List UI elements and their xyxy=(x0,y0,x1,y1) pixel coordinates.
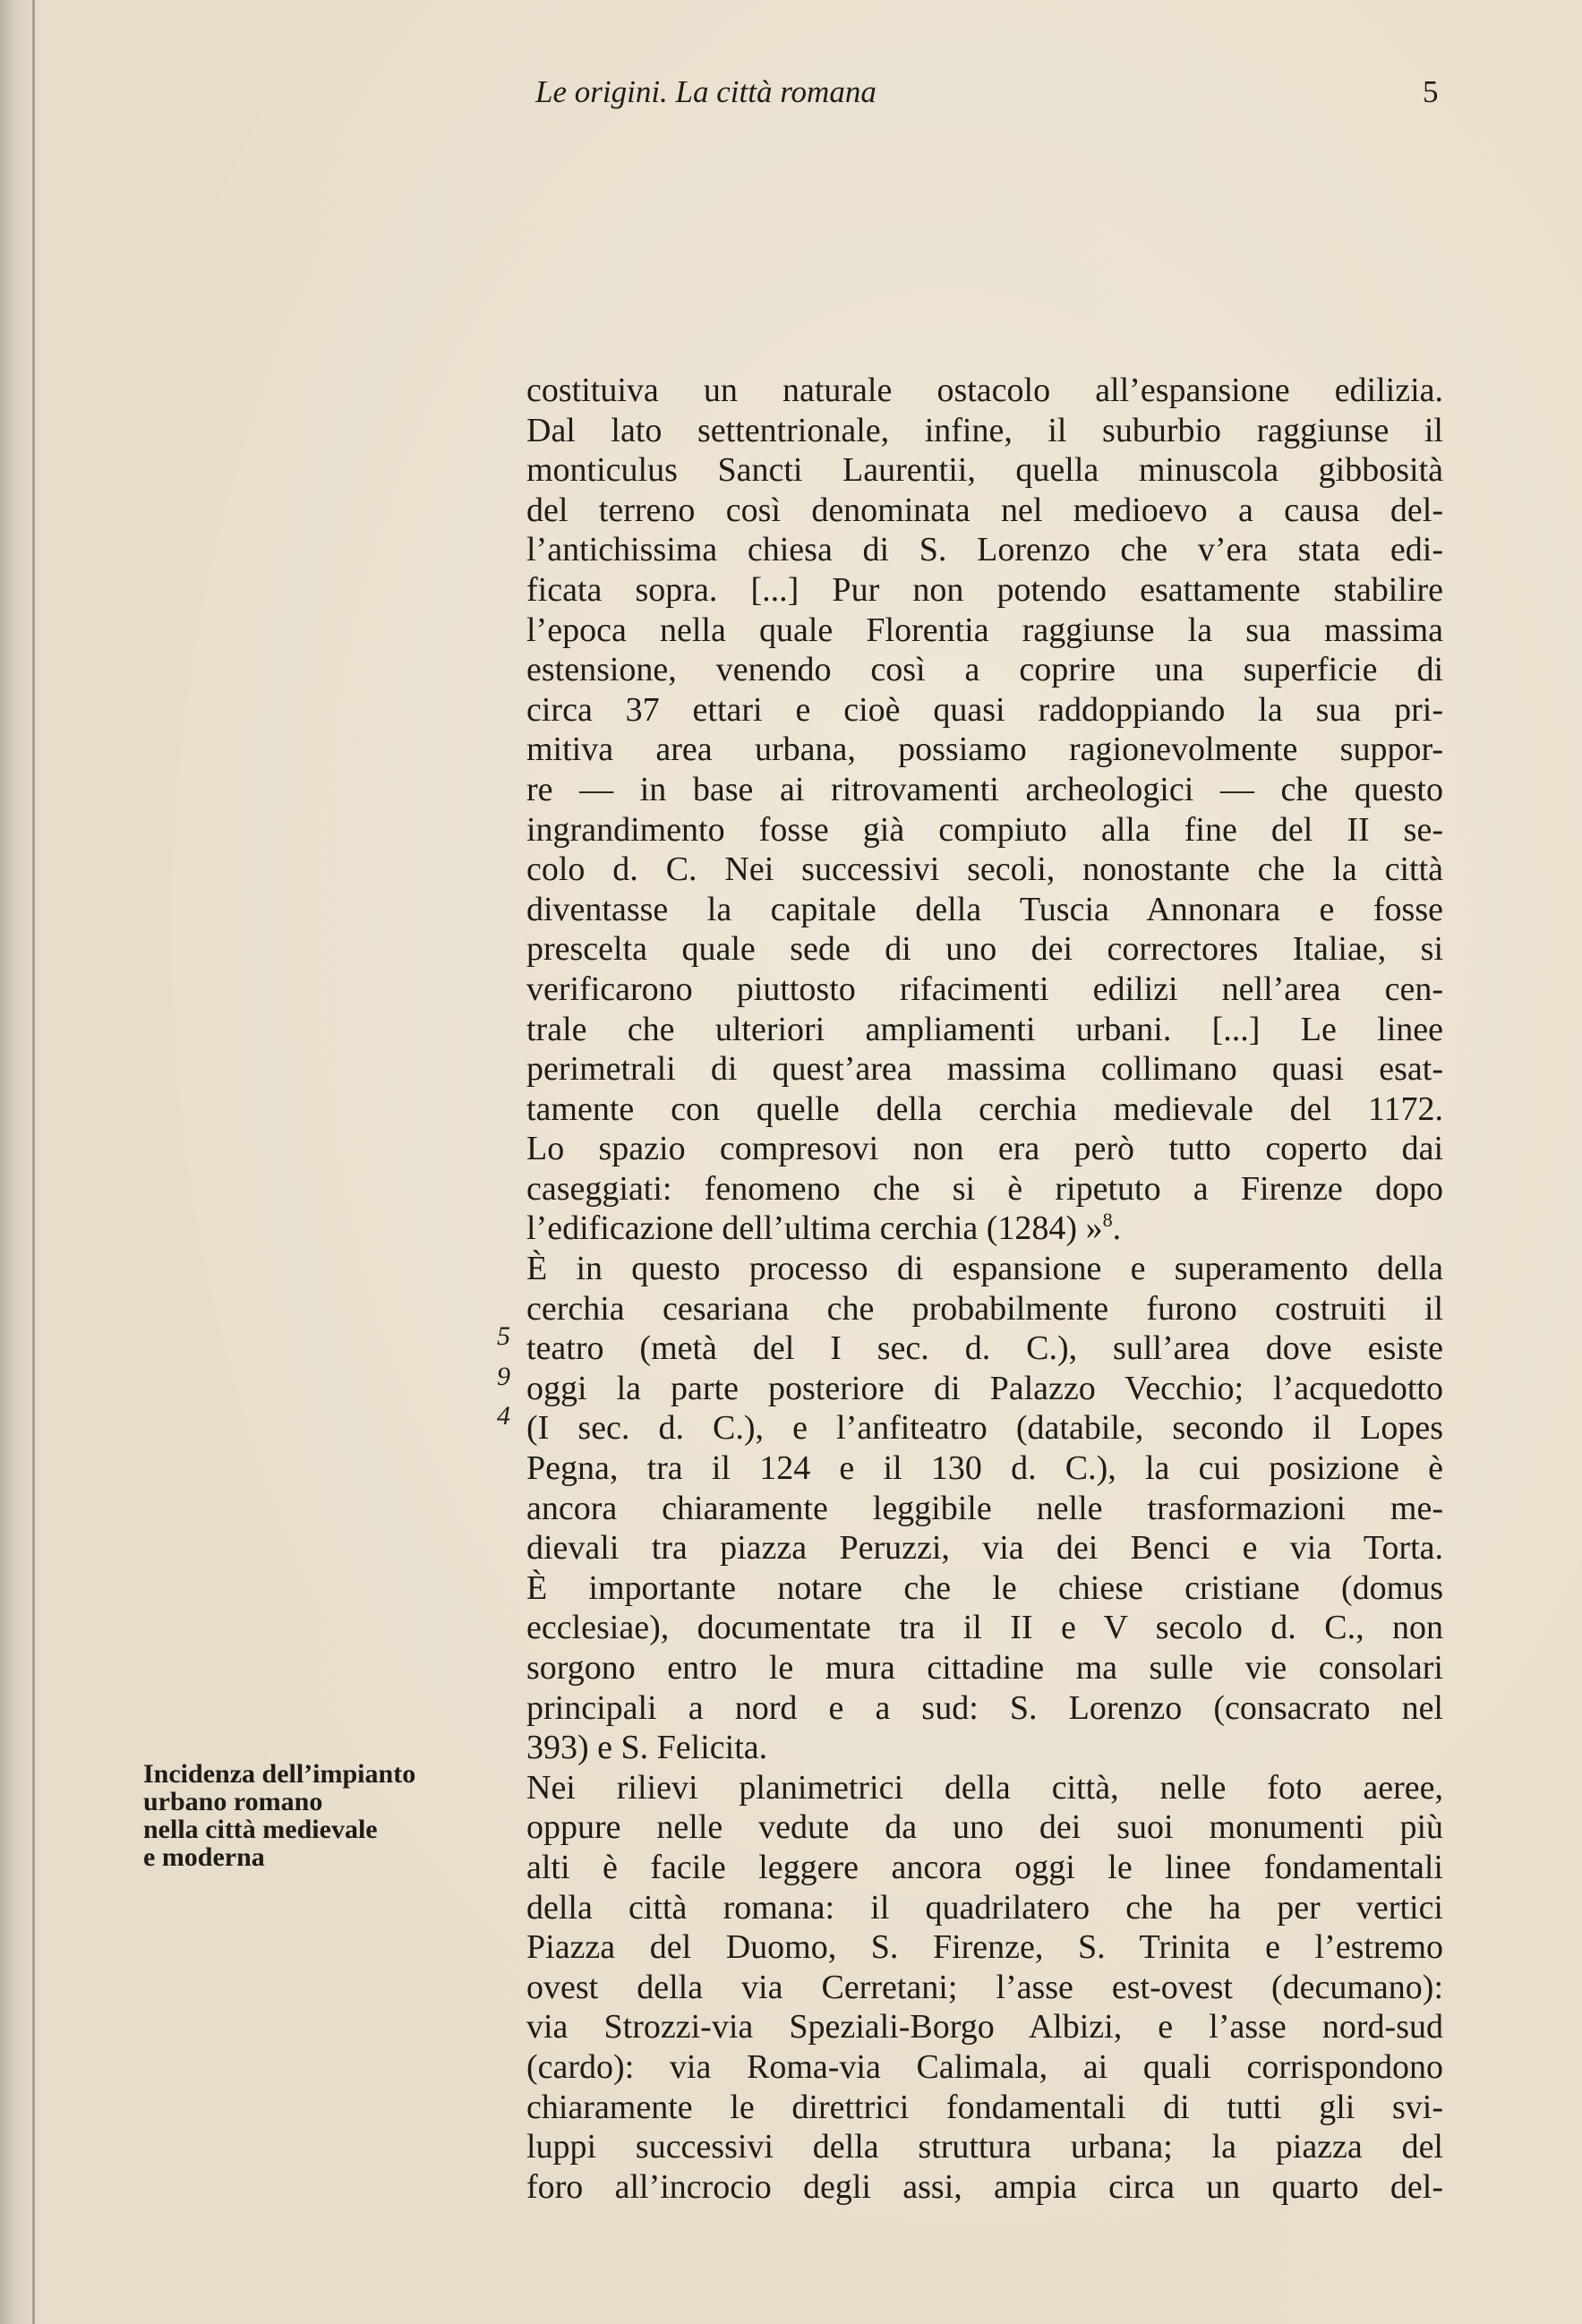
text-line: ingrandimento fosse già compiuto alla fine del II se- xyxy=(526,810,1443,849)
text-line: Piazza del Duomo, S. Firenze, S. Trinita e l’estremo xyxy=(526,1928,1443,1967)
text-line: colo d. C. Nei successivi secoli, nonostante che la città xyxy=(526,850,1443,889)
text-line: Nei rilievi planimetrici della città, nelle foto aeree, xyxy=(526,1768,1443,1807)
text-line-content: l’edificazione dell’ultima cerchia (1284) » xyxy=(526,1209,1103,1248)
text-line: 393) e S. Felicita. xyxy=(526,1729,768,1767)
text-line: ancora chiaramente leggibile nelle trasformazioni me- xyxy=(526,1489,1443,1527)
marginal-heading-line: nella città medievale xyxy=(143,1815,378,1844)
text-line: dievali tra piazza Peruzzi, via dei Benci e via Torta. xyxy=(526,1529,1443,1568)
text-line: Lo spazio compresovi non era però tutto coperto dai xyxy=(526,1130,1443,1168)
page-header xyxy=(0,72,1582,125)
text-line: (I sec. d. C.), e l’anfiteatro (databile, secondo il Lopes xyxy=(526,1409,1443,1448)
text-line: tamente con quelle della cerchia medievale del 1172. xyxy=(526,1089,1443,1128)
text-line: mitiva area urbana, possiamo ragionevolmente suppor- xyxy=(526,731,1443,769)
text-line: ovest della via Cerretani; l’asse est-ovest (decumano): xyxy=(526,1968,1443,2006)
marginal-heading-line: Incidenza dell’impianto xyxy=(143,1759,416,1789)
text-line: oggi la parte posteriore di Palazzo Vecchio; l’acquedotto xyxy=(526,1369,1443,1407)
text-line: Pegna, tra il 124 e il 130 d. C.), la cui posizione è xyxy=(526,1449,1443,1488)
page-number: 5 xyxy=(1423,74,1439,109)
text-line: oppure nelle vedute da uno dei suoi monumenti più xyxy=(526,1808,1443,1847)
text-line: della città romana: il quadrilatero che ha per vertici xyxy=(526,1888,1443,1927)
text-line: ficata sopra. [...] Pur non potendo esattamente stabilire xyxy=(526,570,1443,609)
marginal-number: 5 xyxy=(497,1321,510,1351)
footnote-punctuation: . xyxy=(1112,1209,1122,1248)
text-line: re — in base ai ritrovamenti archeologici — che questo xyxy=(526,770,1443,808)
text-line: trale che ulteriori ampliamenti urbani. [...] Le linee xyxy=(526,1010,1443,1048)
text-line: teatro (metà del I sec. d. C.), sull’area dove esiste xyxy=(526,1329,1443,1368)
text-line: diventasse la capitale della Tuscia Annonara e fosse xyxy=(526,890,1443,928)
running-head: Le origini. La città romana xyxy=(535,74,877,109)
marginal-heading xyxy=(143,1760,492,1871)
page-gutter-shadow xyxy=(32,0,35,2324)
text-line: (cardo): via Roma-via Calimala, ai quali corrispondono xyxy=(526,2047,1443,2086)
text-line: alti è facile leggere ancora oggi le linee fondamentali xyxy=(526,1848,1443,1886)
text-line: caseggiati: fenomeno che si è ripetuto a Firenze dopo xyxy=(526,1169,1443,1208)
text-line: costituiva un naturale ostacolo all’espansione edilizia. xyxy=(526,372,1443,409)
text-line: prescelta quale sede di uno dei correctores Italiae, si xyxy=(526,930,1443,969)
text-line: monticulus Sancti Laurentii, quella minuscola gibbosità xyxy=(526,451,1443,490)
marginal-number: 9 xyxy=(497,1361,510,1391)
text-line: estensione, venendo così a coprire una superficie di xyxy=(526,651,1443,689)
text-line: via Strozzi-via Speziali-Borgo Albizi, e l’asse nord-sud xyxy=(526,2008,1443,2046)
text-line: principali a nord e a sud: S. Lorenzo (consacrato nel xyxy=(526,1688,1443,1727)
text-line: circa 37 ettari e cioè quasi raddoppiando la sua pri- xyxy=(526,690,1443,729)
text-line: del terreno così denominata nel medioevo a causa del- xyxy=(526,491,1443,529)
text-line-with-footnote xyxy=(526,1209,1443,1249)
marginal-heading-line: urbano romano xyxy=(143,1787,323,1816)
text-line: foro all’incrocio degli assi, ampia circa un quarto del- xyxy=(526,2167,1443,2206)
marginal-number: 4 xyxy=(497,1401,510,1431)
text-line: sorgono entro le mura cittadine ma sulle vie consolari xyxy=(526,1649,1443,1687)
text-line: luppi successivi della struttura urbana; la piazza del xyxy=(526,2128,1443,2166)
text-line: ecclesiae), documentate tra il II e V secolo d. C., non xyxy=(526,1609,1443,1647)
text-line: È importante notare che le chiese cristiane (domus xyxy=(526,1568,1443,1607)
text-line: verificarono piuttosto rifacimenti edilizi nell’area cen- xyxy=(526,970,1443,1008)
marginal-heading-line: e moderna xyxy=(143,1842,265,1872)
text-line: Dal lato settentrionale, infine, il suburbio raggiunse il xyxy=(526,411,1443,449)
text-line: chiaramente le direttrici fondamentali di tutti gli svi- xyxy=(526,2088,1443,2126)
footnote-reference: 8 xyxy=(1102,1209,1113,1232)
text-line: cerchia cesariana che probabilmente furono costruiti il xyxy=(526,1289,1443,1328)
text-line: È in questo processo di espansione e superamento della xyxy=(526,1250,1443,1288)
main-text-column xyxy=(526,371,1443,2207)
text-line: perimetrali di quest’area massima collimano quasi esat- xyxy=(526,1050,1443,1089)
marginal-line-numbers xyxy=(483,1317,510,1437)
text-line: l’epoca nella quale Florentia raggiunse la sua massima xyxy=(526,611,1443,649)
text-line: l’antichissima chiesa di S. Lorenzo che v’era stata edi- xyxy=(526,531,1443,569)
